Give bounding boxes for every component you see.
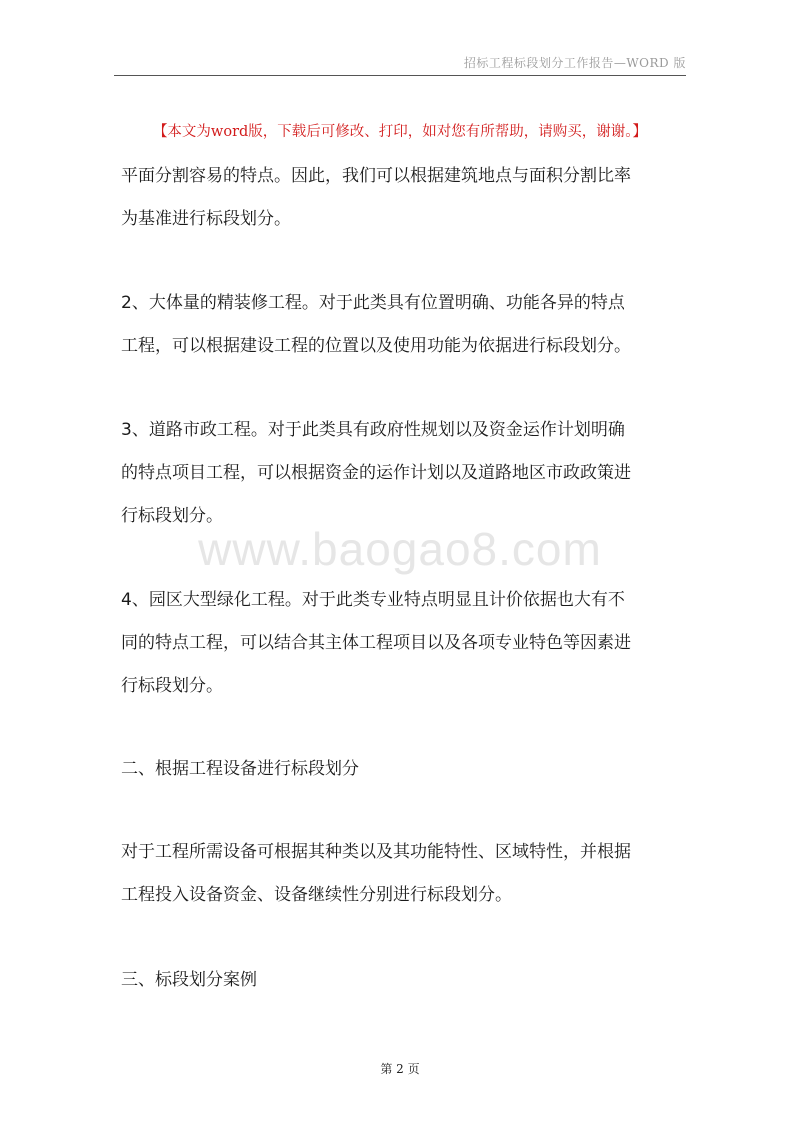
text-line: 4、园区大型绿化工程。对于此类专业特点明显且计价依据也大有不	[121, 590, 625, 610]
text-line: 平面分割容易的特点。因此，我们可以根据建筑地点与面积分割比率	[121, 166, 631, 186]
text-line: 为基准进行标段划分。	[121, 209, 291, 229]
text-line: 工程投入设备资金、设备继续性分别进行标段划分。	[121, 885, 512, 905]
section-heading-3	[121, 959, 691, 1002]
text-line: 行标段划分。	[121, 506, 223, 526]
page-number: 第 2 页	[380, 1062, 420, 1076]
paragraph-1	[121, 155, 691, 241]
section-heading-2	[121, 748, 691, 791]
paragraph-6	[121, 831, 691, 917]
text-line: 对于工程所需设备可根据其种类以及其功能特性、区域特性，并根据	[121, 842, 631, 862]
text-line: 的特点项目工程，可以根据资金的运作计划以及道路地区市政政策进	[121, 463, 631, 483]
paragraph-2	[121, 282, 691, 368]
heading-line: 二、根据工程设备进行标段划分	[121, 759, 359, 779]
heading-line: 三、标段划分案例	[121, 970, 257, 990]
text-line: 同的特点工程，可以结合其主体工程项目以及各项专业特色等因素进	[121, 633, 631, 653]
paragraph-3	[121, 409, 691, 538]
purchase-notice: 【本文为word版，下载后可修改、打印，如对您有所帮助，请购买，谢谢。】	[152, 124, 648, 140]
paragraph-4	[121, 579, 691, 708]
text-line: 2、大体量的精装修工程。对于此类具有位置明确、功能各异的特点	[121, 293, 625, 313]
running-header: 招标工程标段划分工作报告—WORD 版	[463, 56, 686, 70]
text-line: 行标段划分。	[121, 676, 223, 696]
watermark: www.baogao8.com	[198, 523, 602, 575]
text-line: 工程，可以根据建设工程的位置以及使用功能为依据进行标段划分。	[121, 336, 631, 356]
text-line: 3、道路市政工程。对于此类具有政府性规划以及资金运作计划明确	[121, 420, 625, 440]
header-divider	[114, 75, 686, 76]
